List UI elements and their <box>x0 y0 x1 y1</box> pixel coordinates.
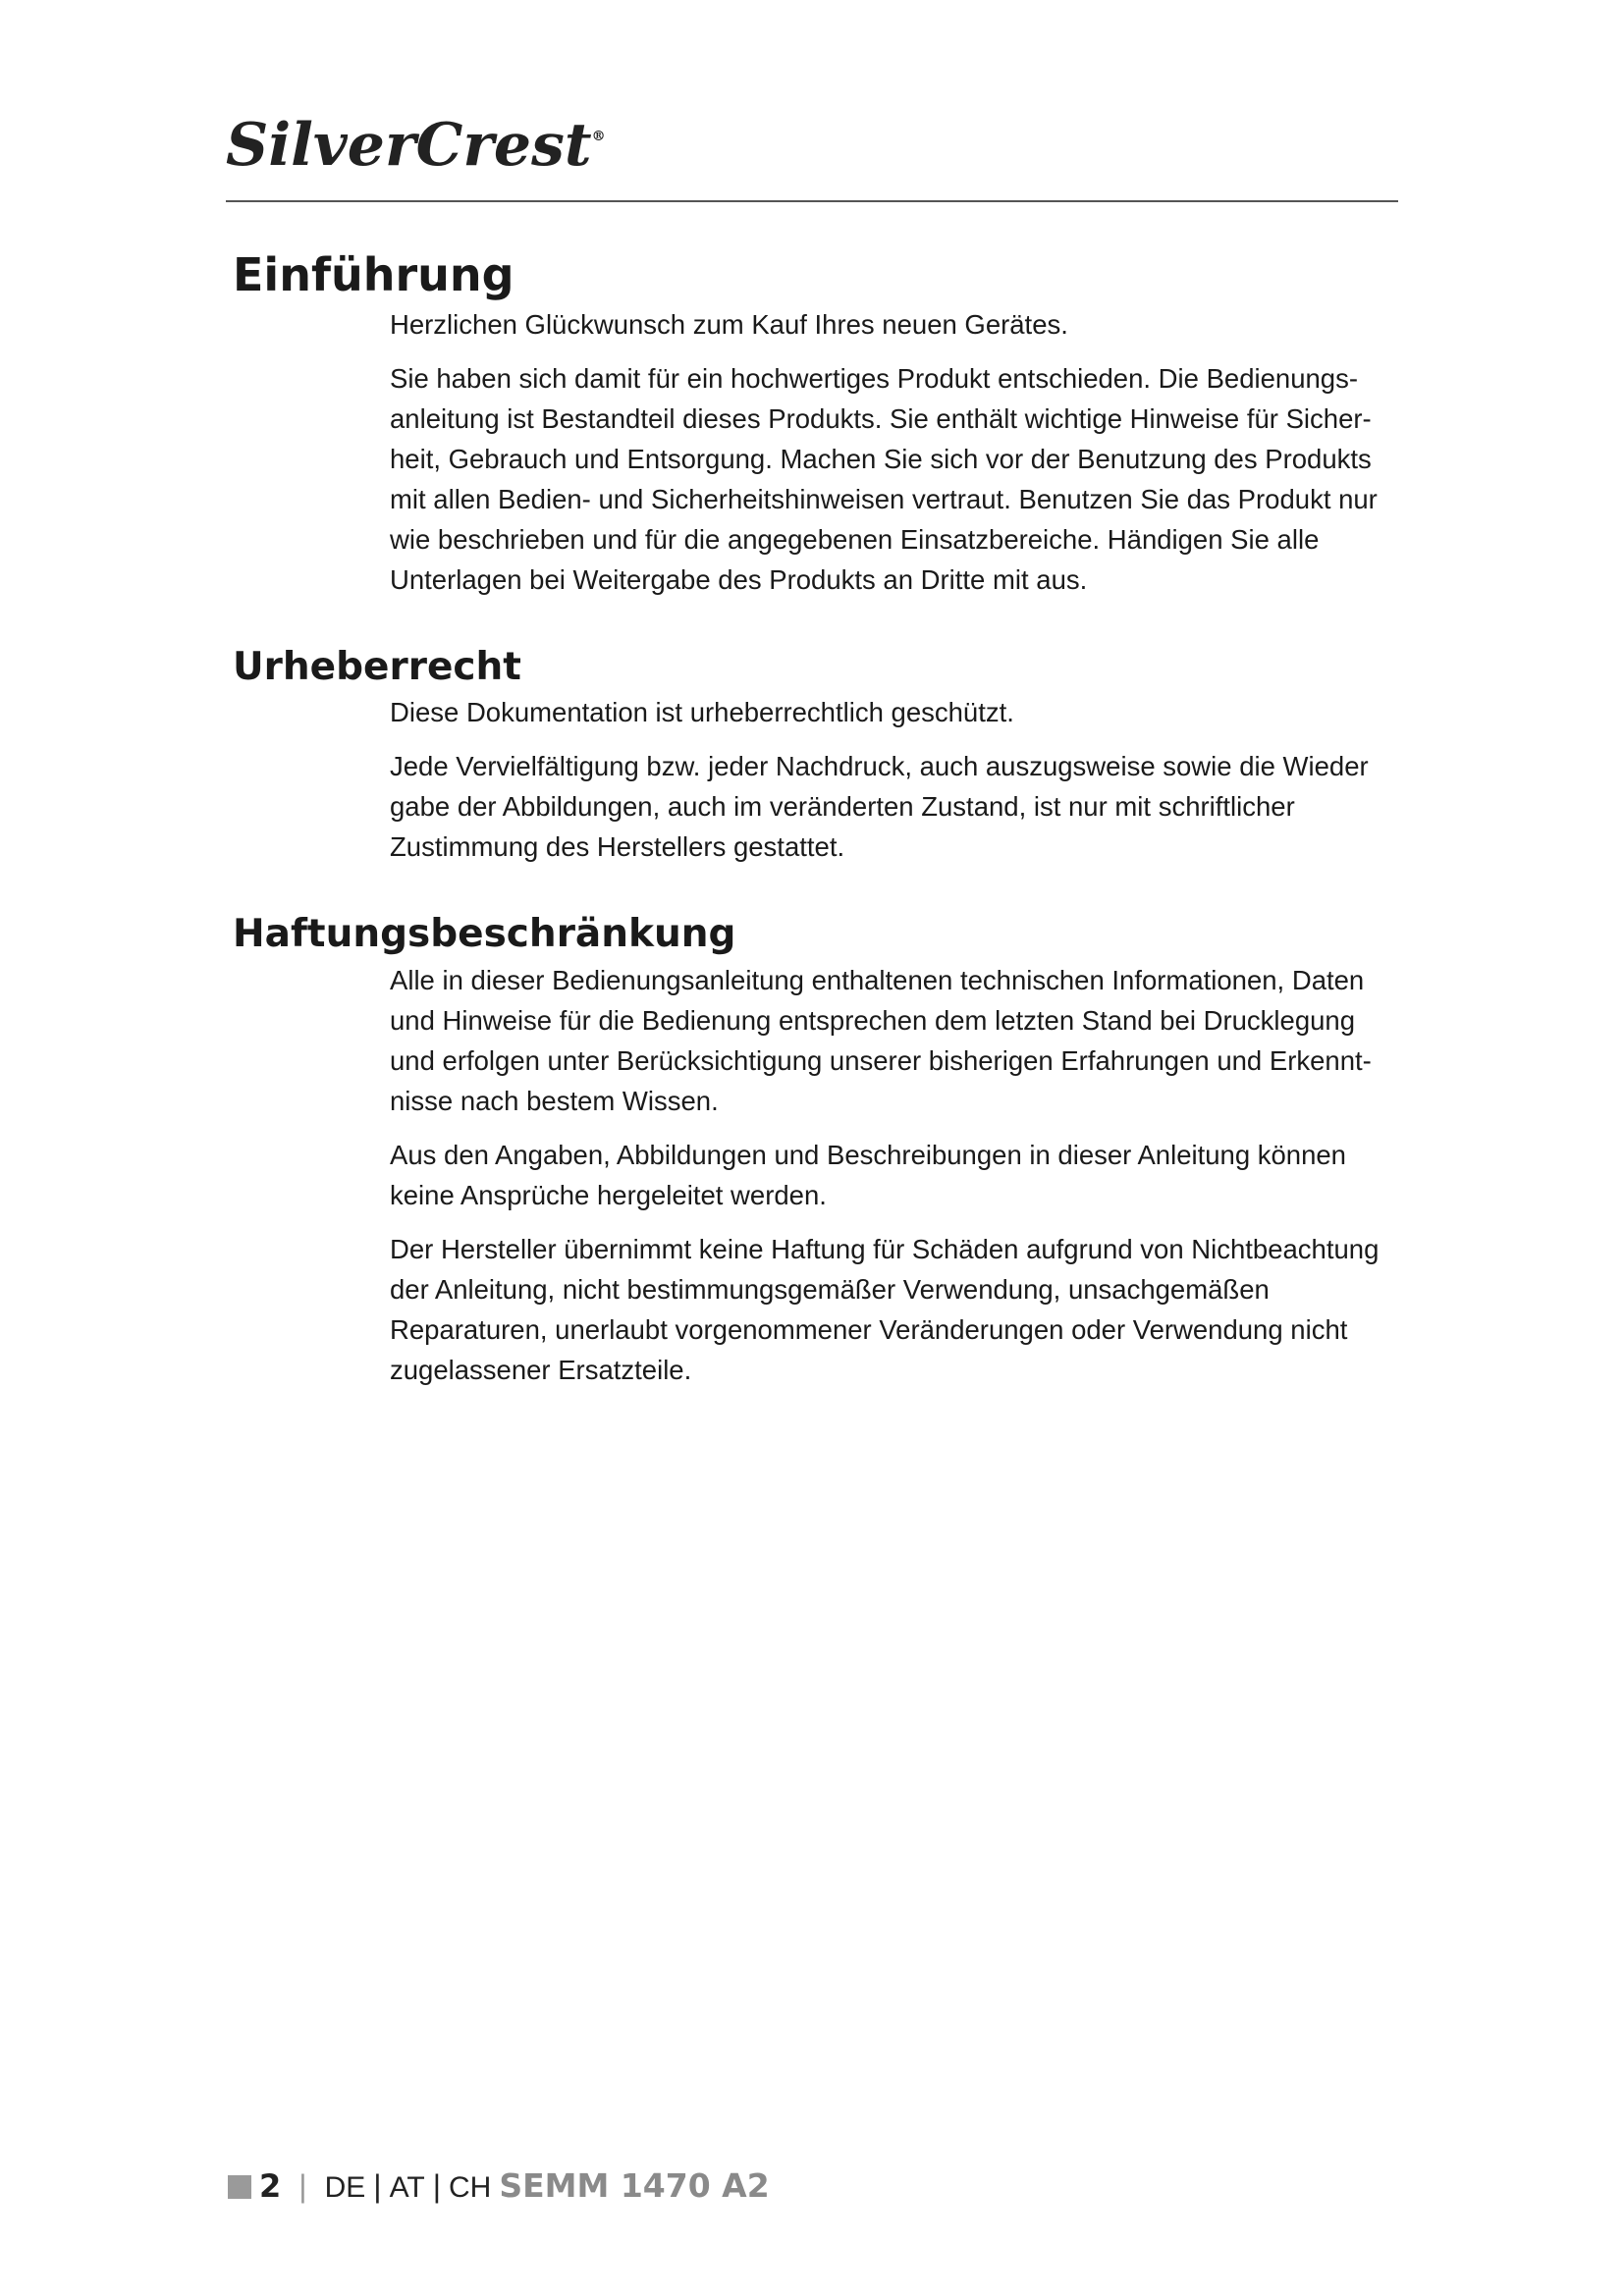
lang-ch: CH <box>449 2171 492 2204</box>
section-heading: Einführung <box>233 248 514 301</box>
lang-de: DE <box>324 2171 366 2204</box>
lang-at: AT <box>389 2171 425 2204</box>
section-einfuehrung <box>233 250 1401 600</box>
section-heading: Haftungsbeschränkung <box>233 912 736 957</box>
paragraph: Aus den Angaben, Abbildungen und Beschreibungen in dieser Anleitung können keine Ansprüche hergeleitet werden. <box>390 1140 1346 1211</box>
registered-mark: ® <box>591 129 606 144</box>
footer-square-icon <box>228 2175 251 2199</box>
paragraph: Sie haben sich damit für ein hochwertiges Produkt entschieden. Die Bedienungsanleitung ist Bestandteil dieses Produkts. Sie enthält wichtige Hinweise für Sicherheit, Gebrauch und Entsorgung. Machen Sie sich vor der Benutzung des Produkts mit allen Bedien- und Sicherheitshinweisen vertraut. Benutzen Sie das Produkt nur wie beschrieben und für die angegebenen Einsatzbereiche. Händigen Sie alle Unterlagen bei Weitergabe des Produkts an Dritte mit aus. <box>390 362 1378 595</box>
lang-separator: | <box>432 2168 441 2204</box>
paragraph: Diese Dokumentation ist urheberrechtlich geschützt. <box>390 697 1014 728</box>
page-content <box>233 250 1401 1390</box>
paragraph: Jede Vervielfältigung bzw. jeder Nachdruck, auch auszugsweise sowie die Wieder gabe der Abbildungen, auch im veränderten Zustand, ist nur mit schriftlicher Zustimmung des Herstellers gestattet. <box>390 751 1369 863</box>
paragraph: Alle in dieser Bedienungsanleitung enthaltenen technischen Informationen, Daten und Hinweise für die Bedienung entsprechen dem letzten Stand bei Drucklegung und erfolgen unter Berücksichtigung unserer bisherigen Erfahrungen und Erkenntnisse nach bestem Wissen. <box>390 965 1372 1117</box>
paragraph: Der Hersteller übernimmt keine Haftung für Schäden aufgrund von Nichtbeachtung der Anleitung, nicht bestimmungsgemäßer Verwendung, unsachgemäßen Reparaturen, unerlaubt vorgenommener Veränderungen oder Verwendung nicht zugelassener Ersatzteile. <box>390 1234 1380 1386</box>
model-name: SEMM 1470 A2 <box>499 2166 770 2205</box>
section-urheberrecht <box>233 644 1401 868</box>
footer-separator: | <box>298 2168 307 2204</box>
paragraph: Herzlichen Glückwunsch zum Kauf Ihres neuen Gerätes. <box>390 308 1068 340</box>
page-number: 2 <box>259 2167 282 2205</box>
brand-logo <box>226 111 606 180</box>
brand-logo-text: SilverCrest <box>226 111 592 180</box>
page-footer <box>228 2166 770 2206</box>
section-haftungsbeschraenkung <box>233 914 1401 1390</box>
section-body <box>390 304 1401 600</box>
lang-separator: | <box>373 2168 382 2204</box>
header-divider <box>226 200 1398 202</box>
section-heading: Urheberrecht <box>233 644 521 689</box>
section-body <box>390 960 1401 1390</box>
section-body <box>390 692 1401 867</box>
